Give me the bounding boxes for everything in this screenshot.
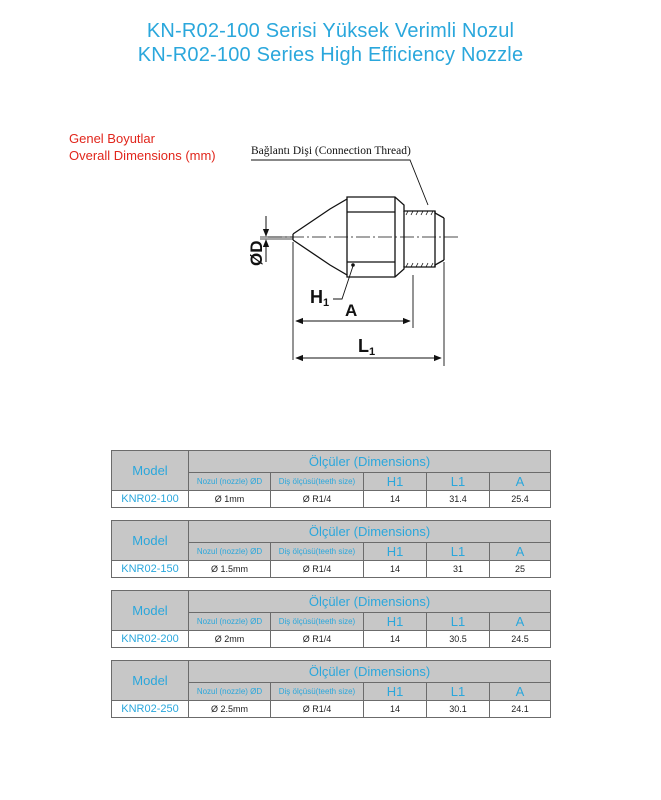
l1-header: L1 bbox=[427, 473, 490, 491]
dimensions-header: Ölçüler (Dimensions) bbox=[189, 451, 551, 473]
l1-header: L1 bbox=[427, 613, 490, 631]
thread-hatching bbox=[406, 211, 433, 267]
od-label: ØD bbox=[247, 240, 266, 266]
h1-value: 14 bbox=[364, 701, 427, 718]
model-header: Model bbox=[112, 451, 189, 491]
model-header: Model bbox=[112, 661, 189, 701]
a-value: 24.5 bbox=[490, 631, 551, 648]
dimensions-header: Ölçüler (Dimensions) bbox=[189, 661, 551, 683]
l1-header: L1 bbox=[427, 543, 490, 561]
section-heading-tr: Genel Boyutlar bbox=[69, 131, 155, 146]
l1-header: L1 bbox=[427, 683, 490, 701]
svg-text:H1 bbox=[310, 287, 329, 309]
section-heading-en: Overall Dimensions (mm) bbox=[69, 148, 216, 163]
spec-table bbox=[111, 660, 551, 718]
l1-label-subscript: 1 bbox=[369, 346, 376, 358]
h1-label-subscript: 1 bbox=[323, 297, 330, 309]
nozzle-value: Ø 1mm bbox=[189, 491, 271, 508]
teeth-value: Ø R1/4 bbox=[271, 701, 364, 718]
teeth-value: Ø R1/4 bbox=[271, 491, 364, 508]
spec-table bbox=[111, 590, 551, 648]
l1-value: 30.1 bbox=[427, 701, 490, 718]
model-value: KNR02-200 bbox=[112, 631, 189, 648]
svg-text:L1 bbox=[358, 336, 375, 358]
model-value: KNR02-150 bbox=[112, 561, 189, 578]
h1-label: H bbox=[310, 287, 323, 307]
nozzle-header: Nozul (nozzle) ØD bbox=[189, 543, 271, 561]
a-label: A bbox=[345, 301, 358, 320]
h1-value: 14 bbox=[364, 561, 427, 578]
a-header: A bbox=[490, 683, 551, 701]
teeth-header: Diş ölçüsü(teeth size) bbox=[271, 613, 364, 631]
nozzle-value: Ø 2mm bbox=[189, 631, 271, 648]
h1-header: H1 bbox=[364, 613, 427, 631]
a-header: A bbox=[490, 613, 551, 631]
h1-value: 14 bbox=[364, 491, 427, 508]
h1-header: H1 bbox=[364, 473, 427, 491]
title-english: KN-R02-100 Series High Efficiency Nozzle bbox=[137, 44, 524, 66]
teeth-header: Diş ölçüsü(teeth size) bbox=[271, 473, 364, 491]
h1-value: 14 bbox=[364, 631, 427, 648]
nozzle-header: Nozul (nozzle) ØD bbox=[189, 473, 271, 491]
a-header: A bbox=[490, 473, 551, 491]
spec-table bbox=[111, 520, 551, 578]
h1-header: H1 bbox=[364, 683, 427, 701]
teeth-value: Ø R1/4 bbox=[271, 561, 364, 578]
title-turkish: KN-R02-100 Serisi Yüksek Verimli Nozul bbox=[146, 20, 515, 42]
model-header: Model bbox=[112, 521, 189, 561]
dimensions-header: Ölçüler (Dimensions) bbox=[189, 591, 551, 613]
model-value: KNR02-100 bbox=[112, 491, 189, 508]
model-value: KNR02-250 bbox=[112, 701, 189, 718]
teeth-value: Ø R1/4 bbox=[271, 631, 364, 648]
a-value: 25 bbox=[490, 561, 551, 578]
l1-value: 31.4 bbox=[427, 491, 490, 508]
teeth-header: Diş ölçüsü(teeth size) bbox=[271, 543, 364, 561]
dimensions-header: Ölçüler (Dimensions) bbox=[189, 521, 551, 543]
nozzle-value: Ø 1.5mm bbox=[189, 561, 271, 578]
thread-leader-line bbox=[251, 160, 428, 205]
nozzle-header: Nozul (nozzle) ØD bbox=[189, 613, 271, 631]
l1-value: 31 bbox=[427, 561, 490, 578]
h1-header: H1 bbox=[364, 543, 427, 561]
a-value: 25.4 bbox=[490, 491, 551, 508]
a-value: 24.1 bbox=[490, 701, 551, 718]
model-header: Model bbox=[112, 591, 189, 631]
teeth-header: Diş ölçüsü(teeth size) bbox=[271, 683, 364, 701]
nozzle-header: Nozul (nozzle) ØD bbox=[189, 683, 271, 701]
l1-value: 30.5 bbox=[427, 631, 490, 648]
spec-table bbox=[111, 450, 551, 508]
nozzle-value: Ø 2.5mm bbox=[189, 701, 271, 718]
h1-leader-line bbox=[333, 266, 353, 299]
thread-label: Bağlantı Dişi (Connection Thread) bbox=[251, 145, 411, 157]
a-header: A bbox=[490, 543, 551, 561]
l1-label: L bbox=[358, 336, 369, 356]
